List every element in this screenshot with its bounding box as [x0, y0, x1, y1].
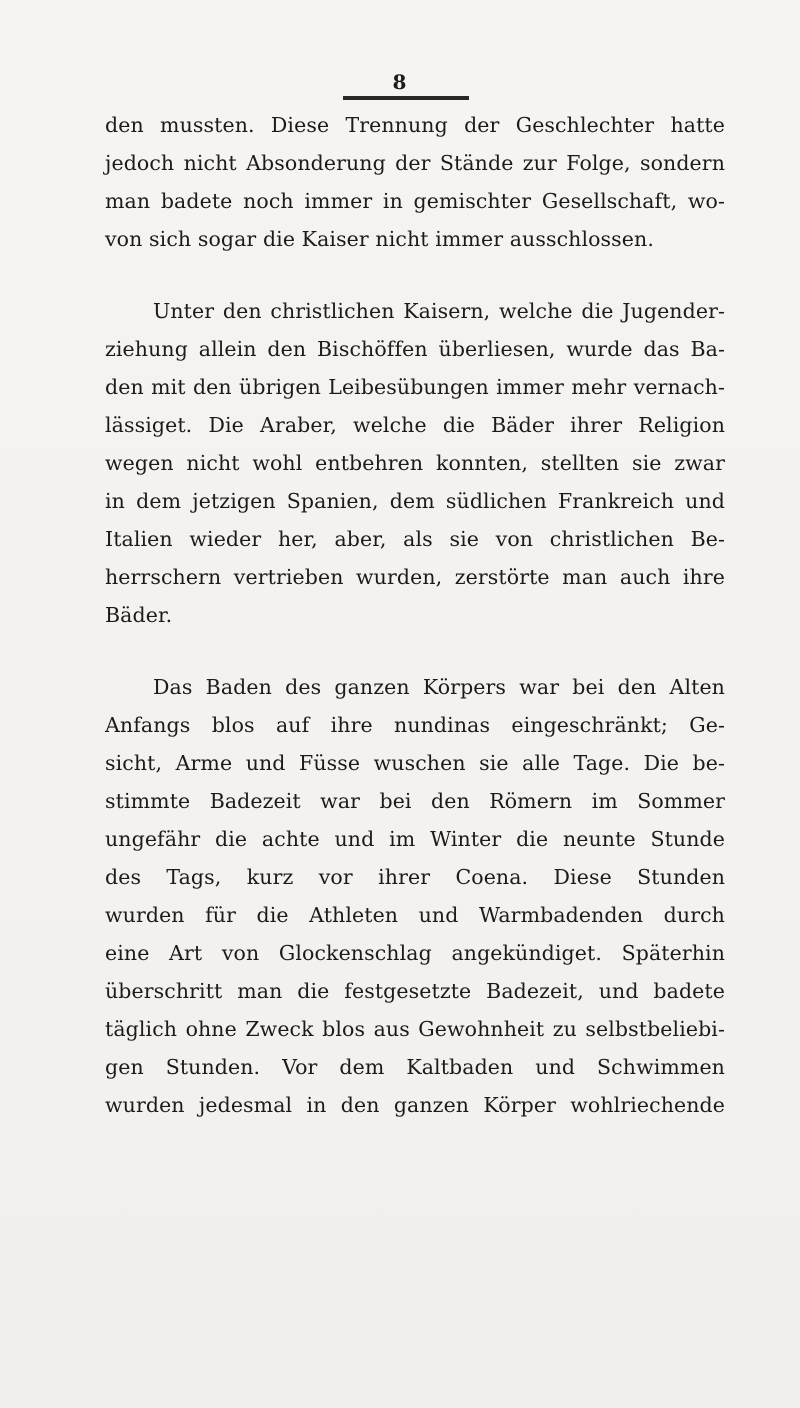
text-line: herrschern vertrieben wurden, zerstörte man auch ihre	[105, 565, 725, 589]
text-line: ungefähr die achte und im Winter die neunte Stunde	[105, 827, 725, 851]
text-line: Bäder.	[105, 603, 173, 627]
text-line: ziehung allein den Bischöffen überliesen, wurde das Ba-	[105, 337, 725, 361]
text-line: Italien wieder her, aber, als sie von christlichen Be-	[105, 527, 725, 551]
paragraph-1	[105, 106, 725, 258]
text-line: wurden jedesmal in den ganzen Körper wohlriechende	[105, 1093, 725, 1117]
text-line: wurden für die Athleten und Warmbadenden durch	[105, 903, 725, 927]
text-line: täglich ohne Zweck blos aus Gewohnheit zu selbstbeliebi-	[105, 1017, 725, 1041]
paragraph-2	[105, 292, 725, 634]
text-line: Unter den christlichen Kaisern, welche die Jugender-	[153, 299, 725, 323]
text-line: eine Art von Glockenschlag angekündiget. Späterhin	[105, 941, 725, 965]
text-line: überschritt man die festgesetzte Badezeit, und badete	[105, 979, 725, 1003]
text-line: gen Stunden. Vor dem Kaltbaden und Schwimmen	[105, 1055, 725, 1079]
text-line: in dem jetzigen Spanien, dem südlichen Frankreich und	[105, 489, 725, 513]
text-line: stimmte Badezeit war bei den Römern im Sommer	[105, 789, 725, 813]
text-line: des Tags, kurz vor ihrer Coena. Diese Stunden	[105, 865, 725, 889]
body-text	[105, 106, 725, 1124]
text-line: sicht, Arme und Füsse wuschen sie alle Tage. Die be-	[105, 751, 725, 775]
text-line: Anfangs blos auf ihre nundinas eingeschränkt; Ge-	[105, 713, 725, 737]
text-line: den mussten. Diese Trennung der Geschlechter hatte	[105, 113, 725, 137]
paragraph-3	[105, 668, 725, 1124]
text-line: Das Baden des ganzen Körpers war bei den Alten	[153, 675, 725, 699]
text-line: lässiget. Die Araber, welche die Bäder ihrer Religion	[105, 413, 725, 437]
text-line: wegen nicht wohl entbehren konnten, stellten sie zwar	[105, 451, 725, 475]
text-line: den mit den übrigen Leibesübungen immer mehr vernach-	[105, 375, 725, 399]
text-line: jedoch nicht Absonderung der Stände zur Folge, sondern	[105, 151, 725, 175]
text-line: man badete noch immer in gemischter Gesellschaft, wo-	[105, 189, 725, 213]
page-number: 8	[392, 70, 408, 94]
text-line: von sich sogar die Kaiser nicht immer ausschlossen.	[105, 227, 654, 251]
header-rule	[343, 96, 469, 100]
